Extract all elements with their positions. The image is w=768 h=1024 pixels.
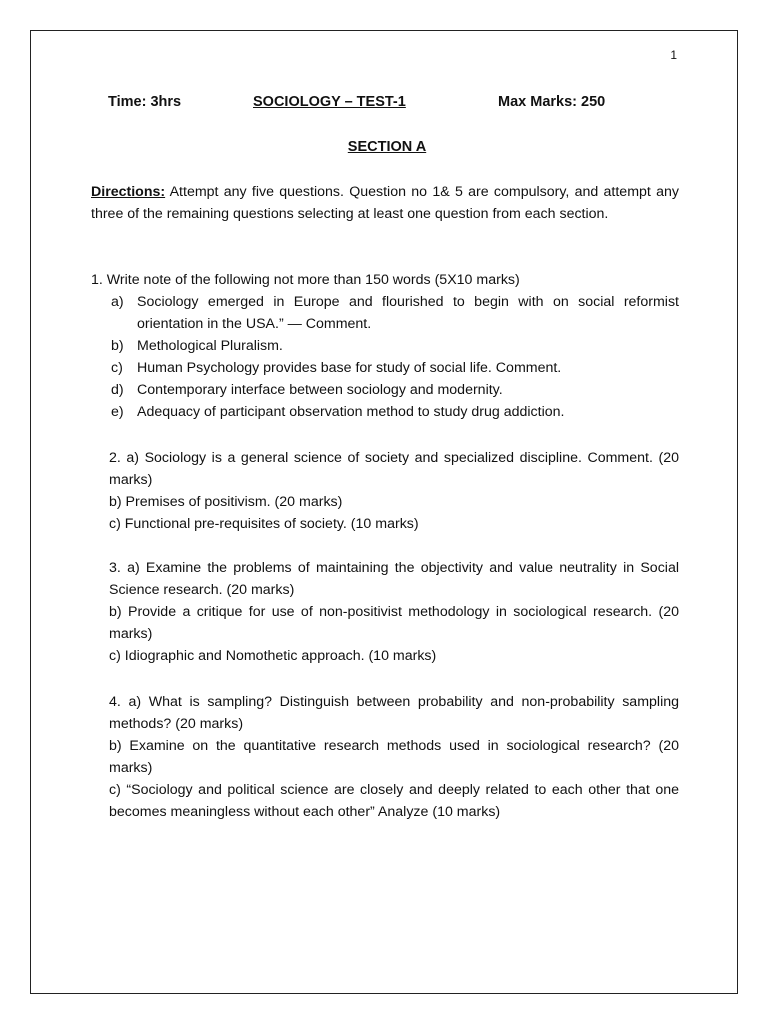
question-3 [109,557,679,667]
item-text: Adequacy of participant observation method to study drug addiction. [137,404,565,420]
question-line: 2. a) Sociology is a general science of society and specialized discipline. Comment. (20 marks) [109,450,679,488]
question-1-title: 1. Write note of the following not more than 150 words (5X10 marks) [91,272,520,288]
list-item [91,401,679,423]
question-line: c) Idiographic and Nomothetic approach. (10 marks) [109,648,437,664]
page-frame [30,30,738,994]
page-number: 1 [670,48,677,62]
question-line: b) Provide a critique for use of non-positivist methodology in sociological research. (20 marks) [109,604,679,642]
item-label: c) [111,360,123,376]
item-label: e) [111,404,124,420]
item-label: a) [111,294,124,310]
directions-paragraph [91,181,679,225]
question-line: 4. a) What is sampling? Distinguish between probability and non-probability sampling methods? (20 marks) [109,694,679,732]
question-4 [109,691,679,823]
max-marks-label: Max Marks: 250 [498,94,606,110]
question-line: b) Examine on the quantitative research methods used in sociological research? (20 marks) [109,738,679,776]
list-item [91,357,679,379]
exam-title: SOCIOLOGY – TEST-1 [253,94,406,110]
question-line: b) Premises of positivism. (20 marks) [109,494,343,510]
directions-label: Directions: [91,184,166,200]
exam-header [108,94,677,114]
section-title: SECTION A [347,139,427,155]
item-label: b) [111,338,124,354]
question-line: c) “Sociology and political science are closely and deeply related to each other that one becomes meaningless without each other” Analyze (10 marks) [109,782,679,820]
time-label: Time: 3hrs [108,94,182,110]
directions-text: Attempt any five questions. Question no 1& 5 are compulsory, and attempt any three of the remaining questions selecting at least one question from each section. [91,184,679,222]
item-text: Contemporary interface between sociology and modernity. [137,382,503,398]
question-1 [91,269,679,423]
item-text: Sociology emerged in Europe and flourished to begin with on social reformist orientation in the USA.” — Comment. [137,294,679,332]
item-label: d) [111,382,124,398]
list-item [91,379,679,401]
item-text: Methological Pluralism. [137,338,283,354]
question-line: c) Functional pre-requisites of society. (10 marks) [109,516,419,532]
question-2 [109,447,679,535]
question-1-items [91,291,679,423]
question-line: 3. a) Examine the problems of maintaining the objectivity and value neutrality in Social Science research. (20 marks) [109,560,679,598]
item-text: Human Psychology provides base for study of social life. Comment. [137,360,562,376]
list-item [91,335,679,357]
list-item [91,291,679,335]
